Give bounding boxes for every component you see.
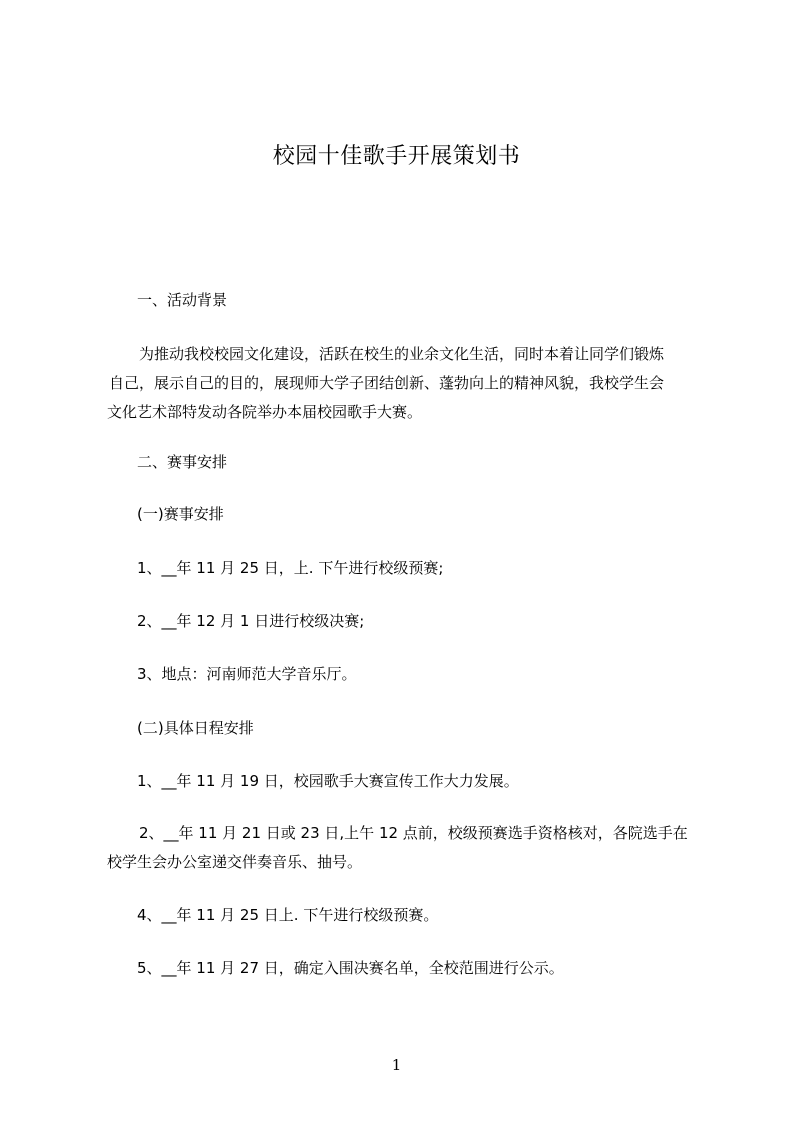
list-item: 3、地点：河南师范大学音乐厅。: [137, 665, 357, 683]
paragraph-line: 为推动我校校园文化建设，活跃在校生的业余文化生活，同时本着让同学们锻炼: [139, 345, 665, 363]
list-item: 1、__年 11 月 25 日，上. 下午进行校级预赛;: [137, 559, 444, 577]
list-item: 2、__年 12 月 1 日进行校级决赛;: [137, 612, 365, 630]
section-heading-background: 一、活动背景: [137, 291, 228, 309]
paragraph-line: 校学生会办公室递交伴奏音乐、抽号。: [107, 853, 363, 871]
section-heading-arrangement: 二、赛事安排: [137, 453, 228, 471]
list-item: 4、__年 11 月 25 日上. 下午进行校级预赛。: [137, 906, 439, 924]
paragraph-line: 自己，展示自己的目的，展现师大学子团结创新、蓬勃向上的精神风貌，我校学生会: [109, 374, 665, 392]
document-title: 校园十佳歌手开展策划书: [272, 144, 521, 169]
paragraph-line: 2、__年 11 月 21 日或 23 日,上午 12 点前，校级预赛选手资格核对，各院选手在: [139, 824, 688, 842]
list-item: 5、__年 11 月 27 日，确定入围决赛名单，全校范围进行公示。: [137, 959, 564, 977]
list-item: 1、__年 11 月 19 日，校园歌手大赛宣传工作大力发展。: [137, 772, 519, 790]
subsection-heading-schedule: (二)具体日程安排: [137, 719, 254, 737]
paragraph-line: 文化艺术部特发动各院举办本届校园歌手大赛。: [107, 403, 423, 421]
page-number: 1: [391, 1056, 402, 1074]
subsection-heading-arrangement: (一)赛事安排: [137, 505, 224, 523]
background-paragraph: [107, 340, 664, 427]
list-item-multiline: [107, 819, 688, 877]
